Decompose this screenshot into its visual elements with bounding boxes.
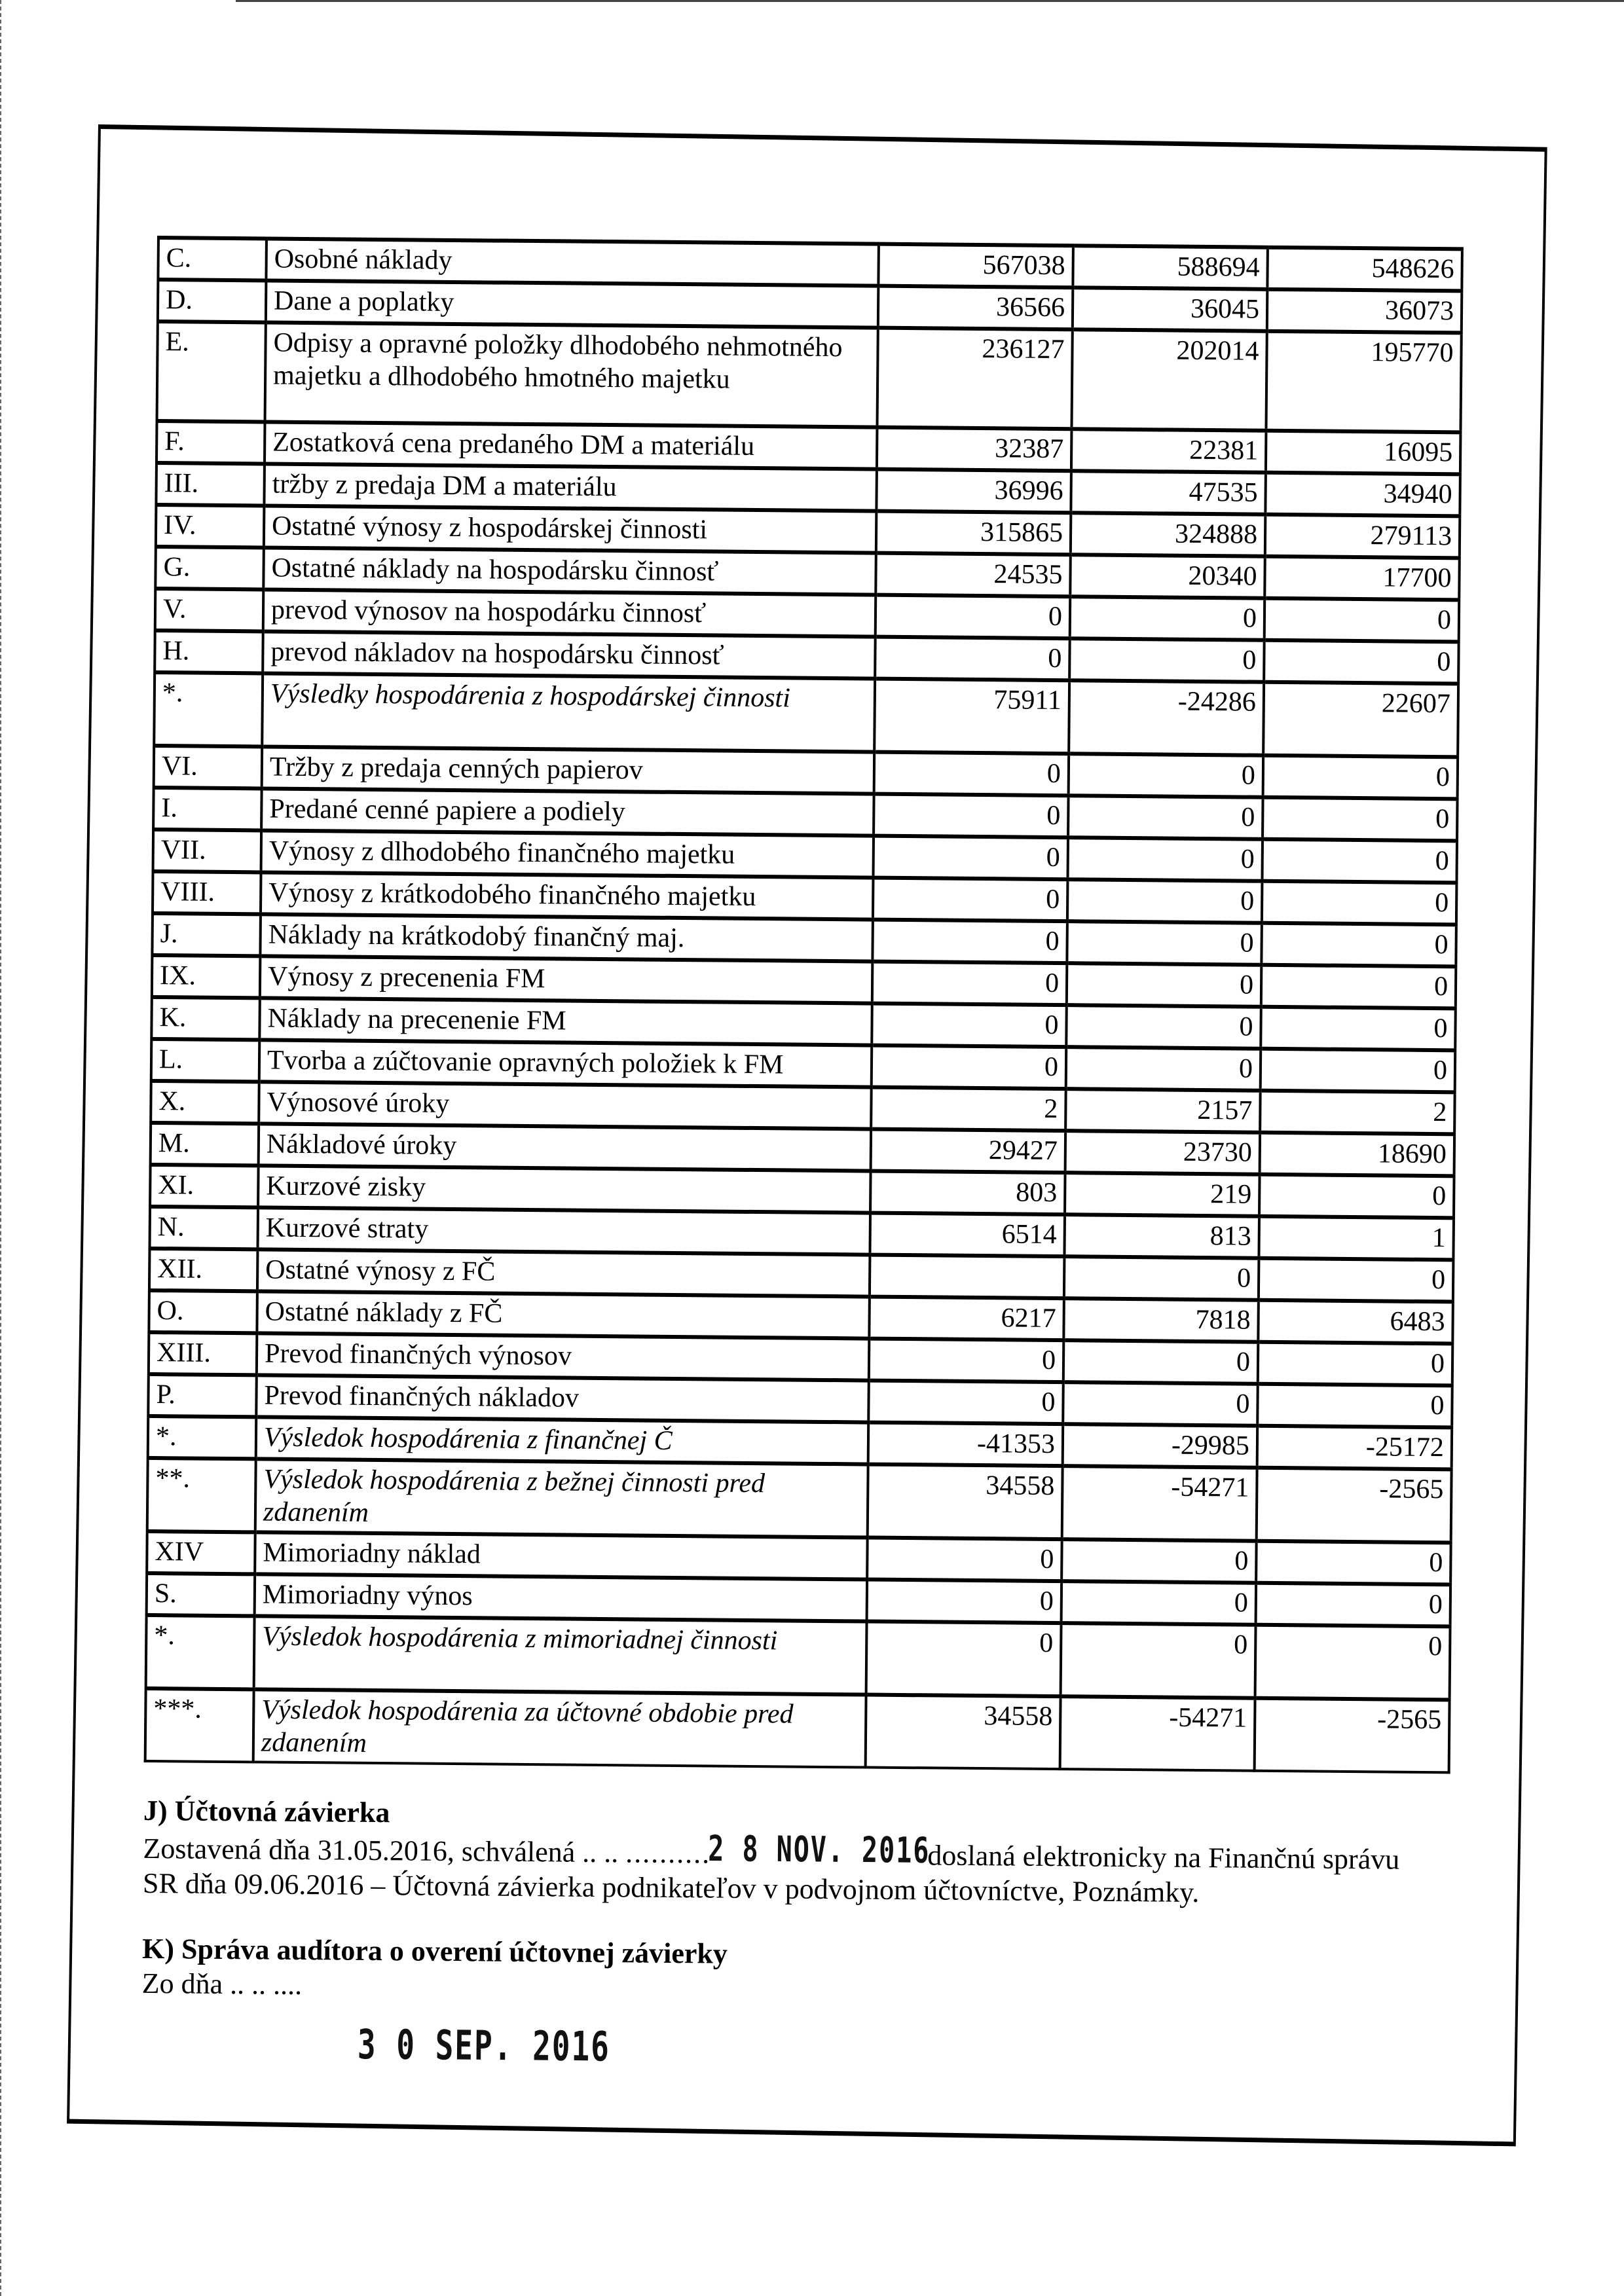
row-label: tržby z predaja DM a materiálu [264, 464, 877, 511]
row-value-3: 195770 [1266, 331, 1461, 433]
row-label: Ostatné výnosy z FČ [257, 1249, 870, 1296]
row-value-3: 0 [1256, 1541, 1451, 1585]
row-value-1: 75911 [874, 679, 1069, 754]
row-label: Osobné náklady [266, 238, 879, 285]
section-j-title: J) Účtovná závierka [143, 1794, 390, 1829]
row-code: VIII. [153, 871, 261, 914]
row-value-2: 0 [1061, 1623, 1256, 1698]
row-value-3: 0 [1259, 1258, 1454, 1302]
row-value-3: 0 [1263, 797, 1458, 841]
row-value-1: 36566 [878, 286, 1073, 330]
row-value-3: 0 [1261, 1007, 1456, 1051]
row-code: H. [155, 630, 263, 673]
row-value-3: 22607 [1263, 682, 1458, 757]
section-k-title: K) Správa audítora o overení účtovnej závierky [141, 1933, 728, 1971]
row-value-2: 0 [1066, 1047, 1261, 1091]
row-code: D. [158, 280, 267, 322]
row-value-2: 0 [1069, 754, 1264, 797]
row-value-2: 0 [1067, 963, 1262, 1007]
row-code: P. [148, 1374, 257, 1417]
row-value-2: 0 [1067, 879, 1263, 923]
row-code: VI. [154, 746, 263, 788]
row-label: Výnosy z krátkodobého finančného majetku [261, 872, 874, 919]
row-value-1: 0 [874, 794, 1069, 838]
row-value-3: 0 [1264, 640, 1459, 684]
table-row [146, 1615, 1450, 1700]
row-code: *. [148, 1416, 257, 1459]
row-value-2: 202014 [1071, 329, 1266, 431]
row-value-2: -24286 [1069, 680, 1264, 756]
row-code: ***. [145, 1688, 254, 1762]
row-value-3: -2565 [1255, 1698, 1450, 1773]
row-value-3: 0 [1264, 598, 1460, 642]
row-code: G. [155, 547, 264, 589]
row-value-3: 16095 [1266, 431, 1461, 475]
row-value-2: 0 [1066, 1005, 1261, 1049]
row-value-2: 0 [1061, 1581, 1257, 1625]
row-value-1: 315865 [876, 511, 1071, 555]
row-value-2: 0 [1069, 638, 1264, 682]
row-value-2: 0 [1067, 837, 1263, 881]
row-code: XIV [147, 1531, 255, 1574]
income-statement-body [145, 238, 1462, 1772]
document-content [141, 236, 1467, 2073]
row-code: VII. [153, 829, 262, 872]
table-row [145, 1688, 1450, 1772]
row-value-2: 0 [1063, 1382, 1258, 1426]
row-value-3: 1 [1259, 1216, 1454, 1260]
row-value-2: 36045 [1073, 287, 1268, 331]
approval-date-stamp: 2 8 NOV. 2016 [708, 1829, 931, 1872]
row-label: Výsledok hospodárenia z finančnej Č [256, 1417, 869, 1464]
table-row [147, 1458, 1452, 1542]
row-label: Ostatné výnosy z hospodárskej činnosti [264, 505, 877, 553]
row-value-1: 0 [875, 637, 1070, 681]
row-code: **. [147, 1458, 256, 1532]
row-value-1: 0 [867, 1538, 1062, 1582]
row-value-3: -2565 [1257, 1468, 1452, 1543]
row-value-1: 24535 [876, 553, 1071, 597]
row-value-3: 0 [1259, 1175, 1454, 1218]
row-code: *. [146, 1615, 255, 1689]
row-value-3: 0 [1257, 1384, 1452, 1428]
row-value-2: 0 [1064, 1256, 1259, 1300]
row-value-1: 32387 [877, 428, 1072, 471]
row-value-1 [870, 1255, 1065, 1299]
row-label: prevod nákladov na hospodársku činnosť [263, 631, 876, 678]
row-value-2: 0 [1061, 1539, 1257, 1583]
row-code: K. [151, 997, 260, 1040]
row-label: Výsledok hospodárenia z mimoriadnej činnosti [254, 1616, 867, 1694]
row-value-2: -54271 [1060, 1696, 1255, 1771]
row-label: Predané cenné papiere a podiely [261, 788, 874, 835]
row-value-1: 29427 [871, 1129, 1066, 1173]
row-value-3: 18690 [1260, 1133, 1455, 1176]
row-value-2: 219 [1065, 1173, 1260, 1216]
row-label: Zostatková cena predaného DM a materiálu [265, 422, 877, 469]
row-value-1: 0 [868, 1381, 1063, 1425]
row-label: Tržby z predaja cenných papierov [262, 746, 875, 793]
row-value-1: 6514 [870, 1213, 1065, 1257]
section-j-dots: .......... [625, 1836, 711, 1870]
row-label: Mimoriadny výnos [255, 1574, 868, 1621]
row-code: IX. [152, 955, 261, 998]
row-code: E. [157, 321, 266, 422]
row-label: Výsledok hospodárenia z bežnej činnosti pred zdanením [255, 1459, 868, 1537]
row-value-3: 0 [1255, 1625, 1450, 1700]
row-code: XI. [150, 1165, 259, 1207]
row-label: Prevod finančných nákladov [256, 1375, 869, 1422]
row-value-2: 23730 [1065, 1131, 1261, 1175]
row-value-3: 0 [1258, 1342, 1453, 1386]
row-value-1: 0 [872, 1004, 1067, 1048]
row-label: Nákladové úroky [259, 1123, 872, 1171]
section-uctovna-zavierka [143, 1794, 1453, 1912]
row-label: Mimoriadny náklad [255, 1532, 868, 1579]
row-value-1: 34558 [868, 1465, 1063, 1540]
row-value-1: 0 [866, 1622, 1061, 1697]
row-value-2: 0 [1063, 1340, 1259, 1384]
row-code: O. [149, 1290, 257, 1333]
row-value-3: 548626 [1267, 247, 1462, 291]
row-code: V. [155, 589, 264, 631]
row-value-2: 2157 [1065, 1089, 1261, 1133]
row-value-1: 803 [870, 1171, 1065, 1215]
row-value-3: 0 [1263, 756, 1458, 799]
row-code: N. [149, 1207, 258, 1249]
row-value-3: 0 [1262, 839, 1457, 883]
row-value-1: -41353 [868, 1423, 1063, 1467]
row-label: Výsledok hospodárenia za účtovné obdobie pred zdanením [253, 1689, 866, 1767]
row-value-1: 567038 [878, 244, 1073, 288]
row-label: Odpisy a opravné položky dlhodobého nehmotného majetku a dlhodobého hmotného majetku [265, 322, 878, 427]
row-value-2: 588694 [1073, 246, 1268, 289]
row-label: Výsledky hospodárenia z hospodárskej činnosti [262, 673, 875, 752]
row-label: Ostatné náklady z FČ [257, 1291, 870, 1338]
row-label: Kurzové zisky [258, 1165, 871, 1212]
row-value-3: 6483 [1258, 1300, 1453, 1344]
row-value-2: 813 [1064, 1214, 1259, 1258]
audit-date-stamp: 3 0 SEP. 2016 [357, 2020, 611, 2071]
table-row [157, 321, 1462, 432]
row-value-2: 22381 [1071, 429, 1266, 473]
row-value-1: 0 [872, 1046, 1067, 1089]
row-value-1: 0 [873, 836, 1068, 880]
row-code: S. [147, 1573, 255, 1616]
row-label: Ostatné náklady na hospodársku činnosť [263, 547, 876, 594]
row-code: C. [158, 238, 267, 280]
scan-edge-top [236, 0, 1624, 2]
table-row [154, 672, 1458, 757]
section-sprava-auditora [141, 1932, 1452, 2073]
section-j-line1-after: doslaná elektronicky na Finančnú správu [927, 1839, 1400, 1876]
row-label: Výnosové úroky [259, 1082, 872, 1129]
row-value-3: 2 [1260, 1091, 1455, 1135]
row-value-2: 47535 [1071, 471, 1266, 515]
row-value-2: 20340 [1070, 555, 1265, 598]
row-code: M. [151, 1123, 259, 1165]
row-code: X. [151, 1081, 259, 1123]
scan-edge-left [0, 0, 3, 2296]
row-value-3: 0 [1261, 923, 1456, 967]
row-code: XII. [149, 1248, 258, 1291]
row-value-1: 236127 [877, 328, 1072, 429]
row-value-2: 0 [1067, 921, 1262, 965]
row-value-2: 7818 [1063, 1298, 1259, 1342]
row-value-1: 0 [872, 920, 1067, 964]
row-value-3: 0 [1261, 1049, 1456, 1093]
row-value-1: 0 [867, 1580, 1062, 1624]
row-value-2: 324888 [1071, 513, 1266, 556]
row-code: *. [154, 672, 263, 746]
row-label: Náklady na precenenie FM [259, 998, 872, 1045]
row-label: Náklady na krátkodobý finančný maj. [260, 914, 873, 961]
row-value-3: 34940 [1265, 473, 1460, 517]
row-label: Kurzové straty [257, 1207, 870, 1254]
row-value-3: 279113 [1265, 515, 1460, 558]
row-value-3: 0 [1256, 1583, 1451, 1627]
row-value-3: -25172 [1257, 1426, 1452, 1470]
row-code: I. [153, 788, 262, 830]
row-label: Prevod finančných výnosov [257, 1333, 870, 1380]
row-code: F. [157, 421, 265, 464]
row-value-1: 0 [869, 1339, 1064, 1383]
row-value-2: -29985 [1063, 1424, 1258, 1468]
income-statement-table [144, 236, 1464, 1774]
row-label: Dane a poplatky [266, 280, 879, 327]
row-value-1: 36996 [876, 469, 1071, 513]
row-label: prevod výnosov na hospodárku činnosť [263, 589, 876, 636]
row-label: Výnosy z dlhodobého finančného majetku [261, 830, 874, 877]
row-value-2: 0 [1070, 596, 1265, 640]
row-value-1: 34558 [866, 1695, 1061, 1770]
row-value-1: 2 [871, 1087, 1066, 1131]
row-value-3: 0 [1262, 881, 1457, 925]
row-value-3: 17700 [1264, 556, 1460, 600]
row-value-2: 0 [1068, 795, 1263, 839]
row-value-3: 0 [1261, 965, 1456, 1009]
row-code: L. [151, 1039, 260, 1082]
row-value-1: 0 [876, 595, 1071, 639]
row-label: Tvorba a zúčtovanie opravných položiek k FM [259, 1040, 872, 1087]
section-j-line2: SR dňa 09.06.2016 – Účtovná závierka podnikateľov v podvojnom účtovníctve, Poznámky. [142, 1867, 1200, 1908]
row-value-1: 0 [872, 962, 1067, 1006]
section-k-line1: Zo dňa .. .. .... [141, 1967, 303, 2001]
section-j-line1-before: Zostavená dňa 31.05.2016, schválená .. .. [143, 1832, 626, 1869]
row-code: XIII. [149, 1332, 257, 1375]
row-code: J. [152, 913, 261, 956]
row-code: IV. [156, 505, 265, 547]
row-value-1: 0 [873, 878, 1068, 922]
row-value-2: -54271 [1062, 1466, 1257, 1541]
row-value-1: 0 [874, 752, 1069, 796]
row-code: III. [156, 463, 265, 505]
row-label: Výnosy z precenenia FM [260, 956, 873, 1003]
row-value-3: 36073 [1267, 289, 1462, 333]
row-value-1: 6217 [869, 1297, 1064, 1341]
